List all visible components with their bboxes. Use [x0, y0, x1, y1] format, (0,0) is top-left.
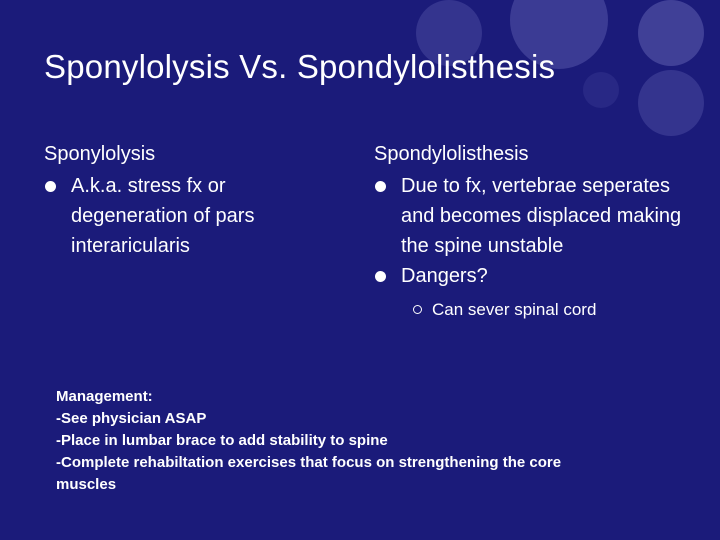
slide-title: Sponylolysis Vs. Spondylolisthesis: [44, 48, 556, 85]
hollow-circle-icon: [413, 305, 422, 314]
sub-bullet-text: Can sever spinal cord: [432, 300, 597, 319]
bullet-text: Due to fx, vertebrae seperates and becomes displaced making the spine unstable: [401, 175, 682, 257]
decor-circle: [638, 70, 704, 136]
right-column-heading: Spondylolisthesis: [374, 143, 529, 165]
bullet-dot-icon: [375, 181, 386, 192]
management-notes: [56, 386, 656, 496]
bullet-item: [374, 261, 694, 291]
bullet-item: [44, 171, 334, 261]
management-line: Management:: [56, 388, 153, 405]
sub-bullet-item: [412, 297, 694, 323]
management-line: -Complete rehabiltation exercises that focus on strengthening the core: [56, 454, 562, 471]
management-line: -Place in lumbar brace to add stability to spine: [56, 432, 388, 449]
bullet-dot-icon: [45, 181, 56, 192]
left-column-heading: Sponylolysis: [44, 143, 156, 165]
bullet-item: [374, 171, 694, 261]
bullet-text: Dangers?: [401, 265, 488, 287]
bullet-dot-icon: [375, 271, 386, 282]
decor-circle: [638, 0, 704, 66]
management-line: muscles: [56, 476, 117, 493]
management-line: -See physician ASAP: [56, 410, 207, 427]
left-column: [44, 139, 334, 261]
right-column: [374, 139, 694, 323]
decor-circle: [583, 72, 619, 108]
bullet-text: A.k.a. stress fx or degeneration of pars interaricularis: [71, 175, 255, 257]
